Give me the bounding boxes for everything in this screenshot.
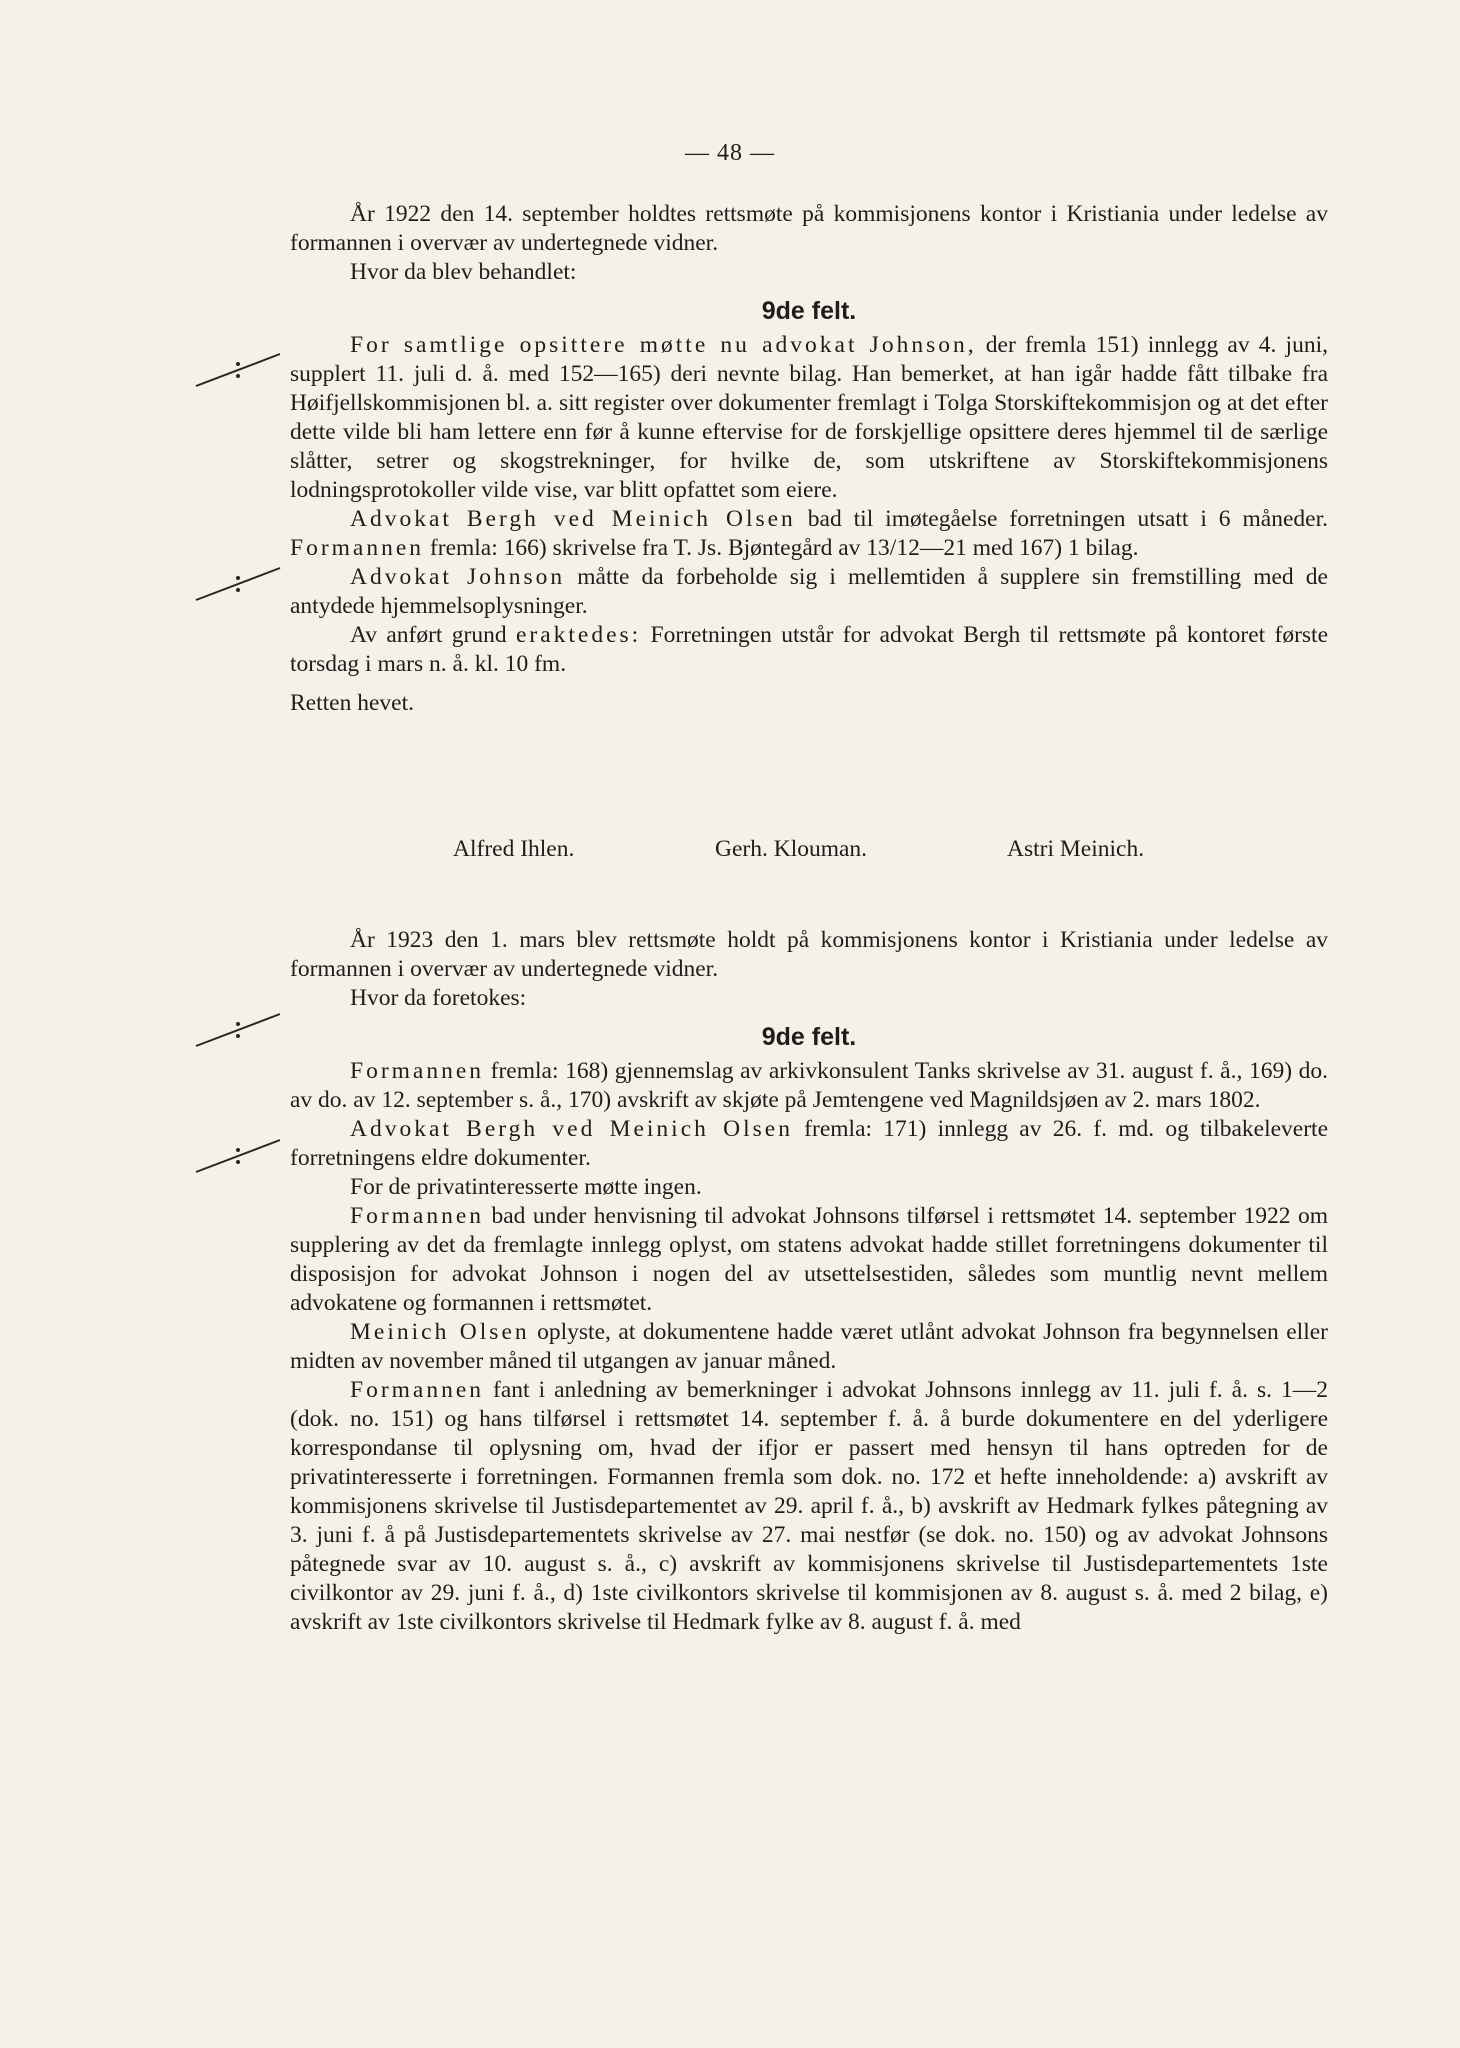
margin-mark-icon — [192, 350, 284, 390]
paragraph-text: måtte da forbeholde sig i mellemtiden å supplere sin fremstilling med de antydede hjemmelsoplysninger. — [290, 564, 1328, 619]
session-1-intro: År 1922 den 14. september holdtes rettsmøte på kommisjonens kontor i Kristiania under ledelse av formannen i overvær av undertegnede vidner. — [290, 201, 1328, 256]
emphasis-lead: Advokat Bergh ved Meinich Olsen — [350, 506, 796, 532]
signature-ihlen: Alfred Ihlen. — [453, 836, 575, 862]
paragraph-formannen-3 — [290, 1376, 1328, 1637]
paragraph-text: fremla: 166) skrivelse fra T. Js. Bjøntegård av 13/12—21 med 167) 1 bilag. — [424, 535, 1139, 561]
paragraph-text: fremla: 171) innlegg av 26. f. md. og tilbakeleverte forretningens eldre dokumenter. — [290, 1116, 1328, 1171]
signature-klouman: Gerh. Klouman. — [715, 836, 868, 862]
paragraph-text: bad til imøtegåelse forretningen utsatt i 6 måneder. — [795, 506, 1328, 532]
paragraph-text: Av anført grund — [350, 622, 516, 648]
paragraph-decision — [290, 621, 1328, 679]
session-1-intro-2: Hvor da blev behandlet: — [350, 259, 577, 285]
emphasis-lead: eraktedes: — [515, 622, 642, 648]
session-1-1922 — [290, 200, 1328, 718]
paragraph-johnson — [290, 331, 1328, 505]
paragraph-no-attendance: For de privatinteresserte møtte ingen. — [350, 1174, 702, 1200]
paragraph-text: fant i anledning av bemerkninger i advokat Johnsons innlegg av 11. juli f. å. s. 1—2 (dok. no. 151) og hans tilførsel i rettsmøtet 14. september f. å. å burde dokumentere en del yderligere korrespondanse til oplysning om, hvad der ifjor er passert med hensyn til hans optreden for de privatinteresserte i forretningen. Formannen fremla som dok. no. 172 et hefte inneholdende: a) avskrift av kommisjonens skrivelse til Justisdepartementet av 29. april f. å., b) avskrift av Hedmark fylkes påtegning av 3. juni f. å på Justisdepartementets skrivelse av 27. mai nestfør (se dok. no. 150) og av advokat Johnsons påtegnede svar av 10. august s. å., c) avskrift av kommisjonens skrivelse til Justisdepartementets 1ste civilkontor av 29. juni f. å., d) 1ste civilkontors skrivelse til kommisjonen av 8. august s. å. med 2 bilag, e) avskrift av 1ste civilkontors skrivelse til Hedmark fylke av 8. august f. å. med — [290, 1377, 1328, 1635]
emphasis-lead: Advokat Johnson — [350, 564, 566, 590]
session-2-intro-2: Hvor da foretokes: — [350, 985, 527, 1011]
paragraph-formannen-1 — [290, 1057, 1328, 1115]
paragraph-text: bad under henvisning til advokat Johnsons tilførsel i rettsmøtet 14. september 1922 om supplering av det da fremlagte innlegg oplyst, om statens advokat hadde stillet forretningens dokumenter til disposisjon for advokat Johnson i nogen del av utsettelsestiden, således som muntlig nevnt mellem advokatene og formannen i rettsmøtet. — [290, 1203, 1328, 1316]
margin-mark-icon — [192, 1010, 284, 1050]
emphasis-lead: Formannen — [290, 535, 425, 561]
paragraph-text: oplyste, at dokumentene hadde været utlånt advokat Johnson fra begynnelsen eller midten av november måned til utgangen av januar måned. — [290, 1319, 1328, 1374]
session-2-1923 — [290, 926, 1328, 1637]
emphasis-lead: Formannen — [350, 1377, 485, 1403]
emphasis-lead: Formannen — [350, 1058, 485, 1084]
paragraph-formannen-2 — [290, 1202, 1328, 1318]
paragraph-text: der fremla 151) innlegg av 4. juni, supplert 11. juli d. å. med 152—165) deri nevnte bilag. Han bemerket, at han igår hadde fått tilbake fra Høifjellskommisjonen bl. a. sitt register over dokumenter fremlagt i Tolga Storskiftekommisjon og at det efter dette vilde bli ham lettere enn før å kunne eftervise for de forskjellige opsittere deres hjemmel til de særlige slåtter, setrer og skogstrekninger, for hvilke de, som utskriftene av Storskiftekommisjonens lodningsprotokoller vilde vise, var blitt opfattet som eiere. — [290, 332, 1328, 503]
paragraph-text: fremla: 168) gjennemslag av arkivkonsulent Tanks skrivelse av 31. august f. å., 169) do. av do. av 12. september s. å., 170) avskrift av skjøte på Jemtengene ved Magnildsjøen av 2. mars 1802. — [290, 1058, 1328, 1113]
emphasis-lead: For samtlige opsittere møtte nu advokat Johnson, — [350, 332, 977, 358]
emphasis-lead: Meinich Olsen — [350, 1319, 530, 1345]
paragraph-text: Forretningen utstår for advokat Bergh til rettsmøte på kontoret første torsdag i mars n. å. kl. 10 fm. — [290, 622, 1329, 677]
section-heading: 9de felt. — [761, 1023, 857, 1051]
court-adjourned: Retten hevet. — [290, 690, 414, 716]
session-2-intro: År 1923 den 1. mars blev rettsmøte holdt på kommisjonens kontor i Kristiania under ledelse av formannen i overvær av undertegnede vidner. — [290, 927, 1328, 982]
paragraph-meinich-olsen — [290, 1318, 1328, 1376]
emphasis-lead: Advokat Bergh ved Meinich Olsen — [350, 1116, 793, 1142]
margin-mark-icon — [192, 1136, 284, 1176]
paragraph-bergh — [290, 1115, 1328, 1173]
emphasis-lead: Formannen — [350, 1203, 485, 1229]
paragraph-johnson-reserve — [290, 563, 1328, 621]
section-heading: 9de felt. — [761, 297, 857, 325]
page-number: — 48 — — [685, 140, 775, 166]
margin-mark-icon — [192, 564, 284, 604]
paragraph-bergh — [290, 505, 1328, 563]
signature-meinich: Astri Meinich. — [1007, 836, 1145, 862]
